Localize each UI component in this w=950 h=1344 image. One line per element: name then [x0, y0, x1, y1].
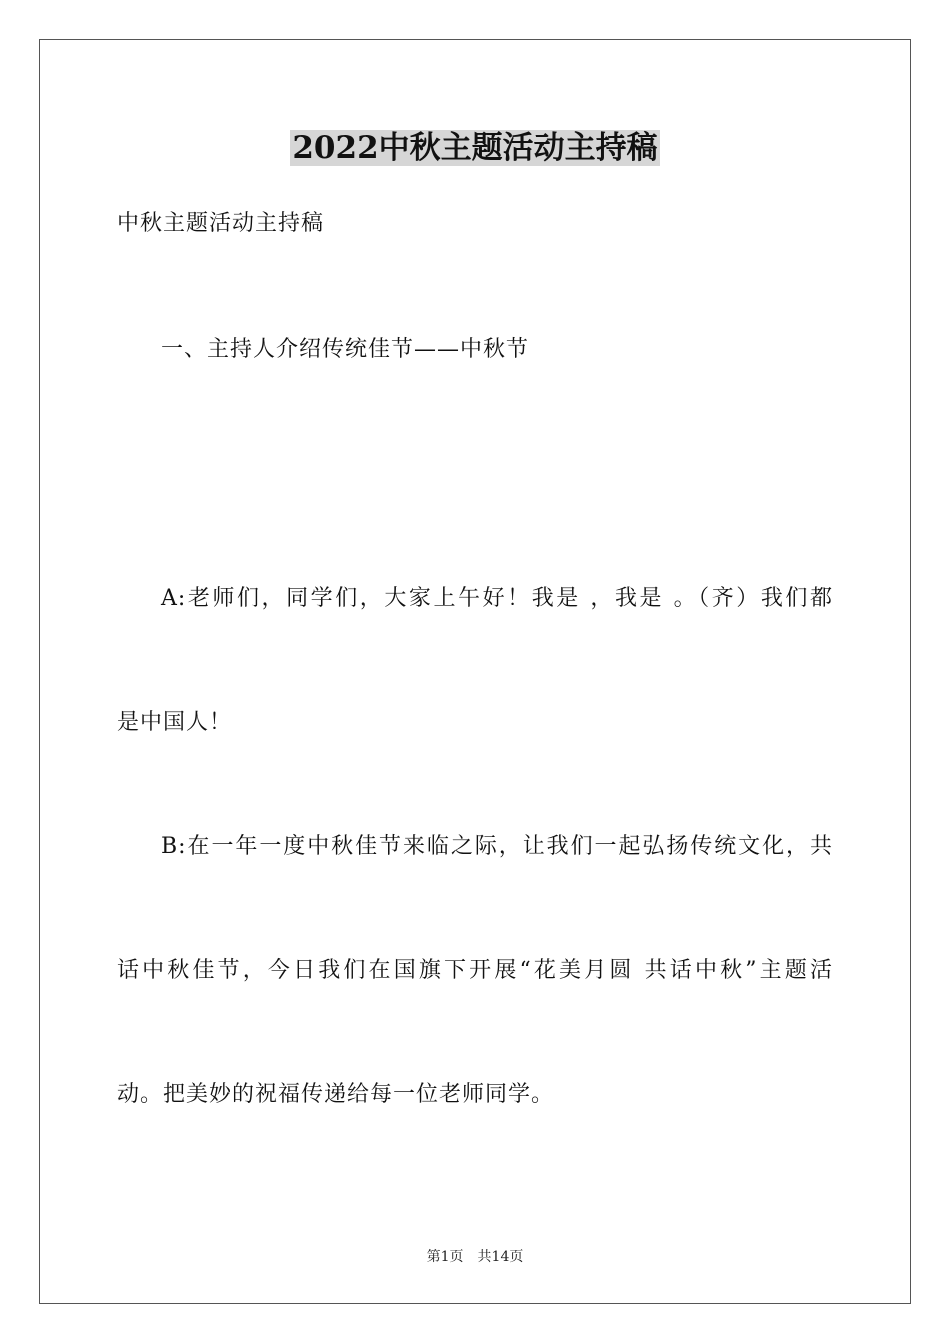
paragraph-line: 话中秋佳节，今日我们在国旗下开展“花美月圆 共话中秋”主题活 [117, 958, 833, 983]
section-heading: 一、主持人介绍传统佳节——中秋节 [161, 337, 530, 362]
paragraph-line: 动。把美妙的祝福传递给每一位老师同学。 [117, 1082, 555, 1107]
paragraph-line: A:老师们，同学们，大家上午好！我是 ，我是 。（齐）我们都 [161, 586, 833, 611]
document-title [0, 126, 950, 170]
subtitle-line: 中秋主题活动主持稿 [117, 211, 325, 236]
page-footer: 第1页 共14页 [426, 1249, 524, 1265]
paragraph-line: 是中国人！ [117, 710, 233, 735]
paragraph-line: B:在一年一度中秋佳节来临之际，让我们一起弘扬传统文化，共 [161, 834, 833, 859]
document-title-text: 2022中秋主题活动主持稿 [292, 130, 658, 166]
